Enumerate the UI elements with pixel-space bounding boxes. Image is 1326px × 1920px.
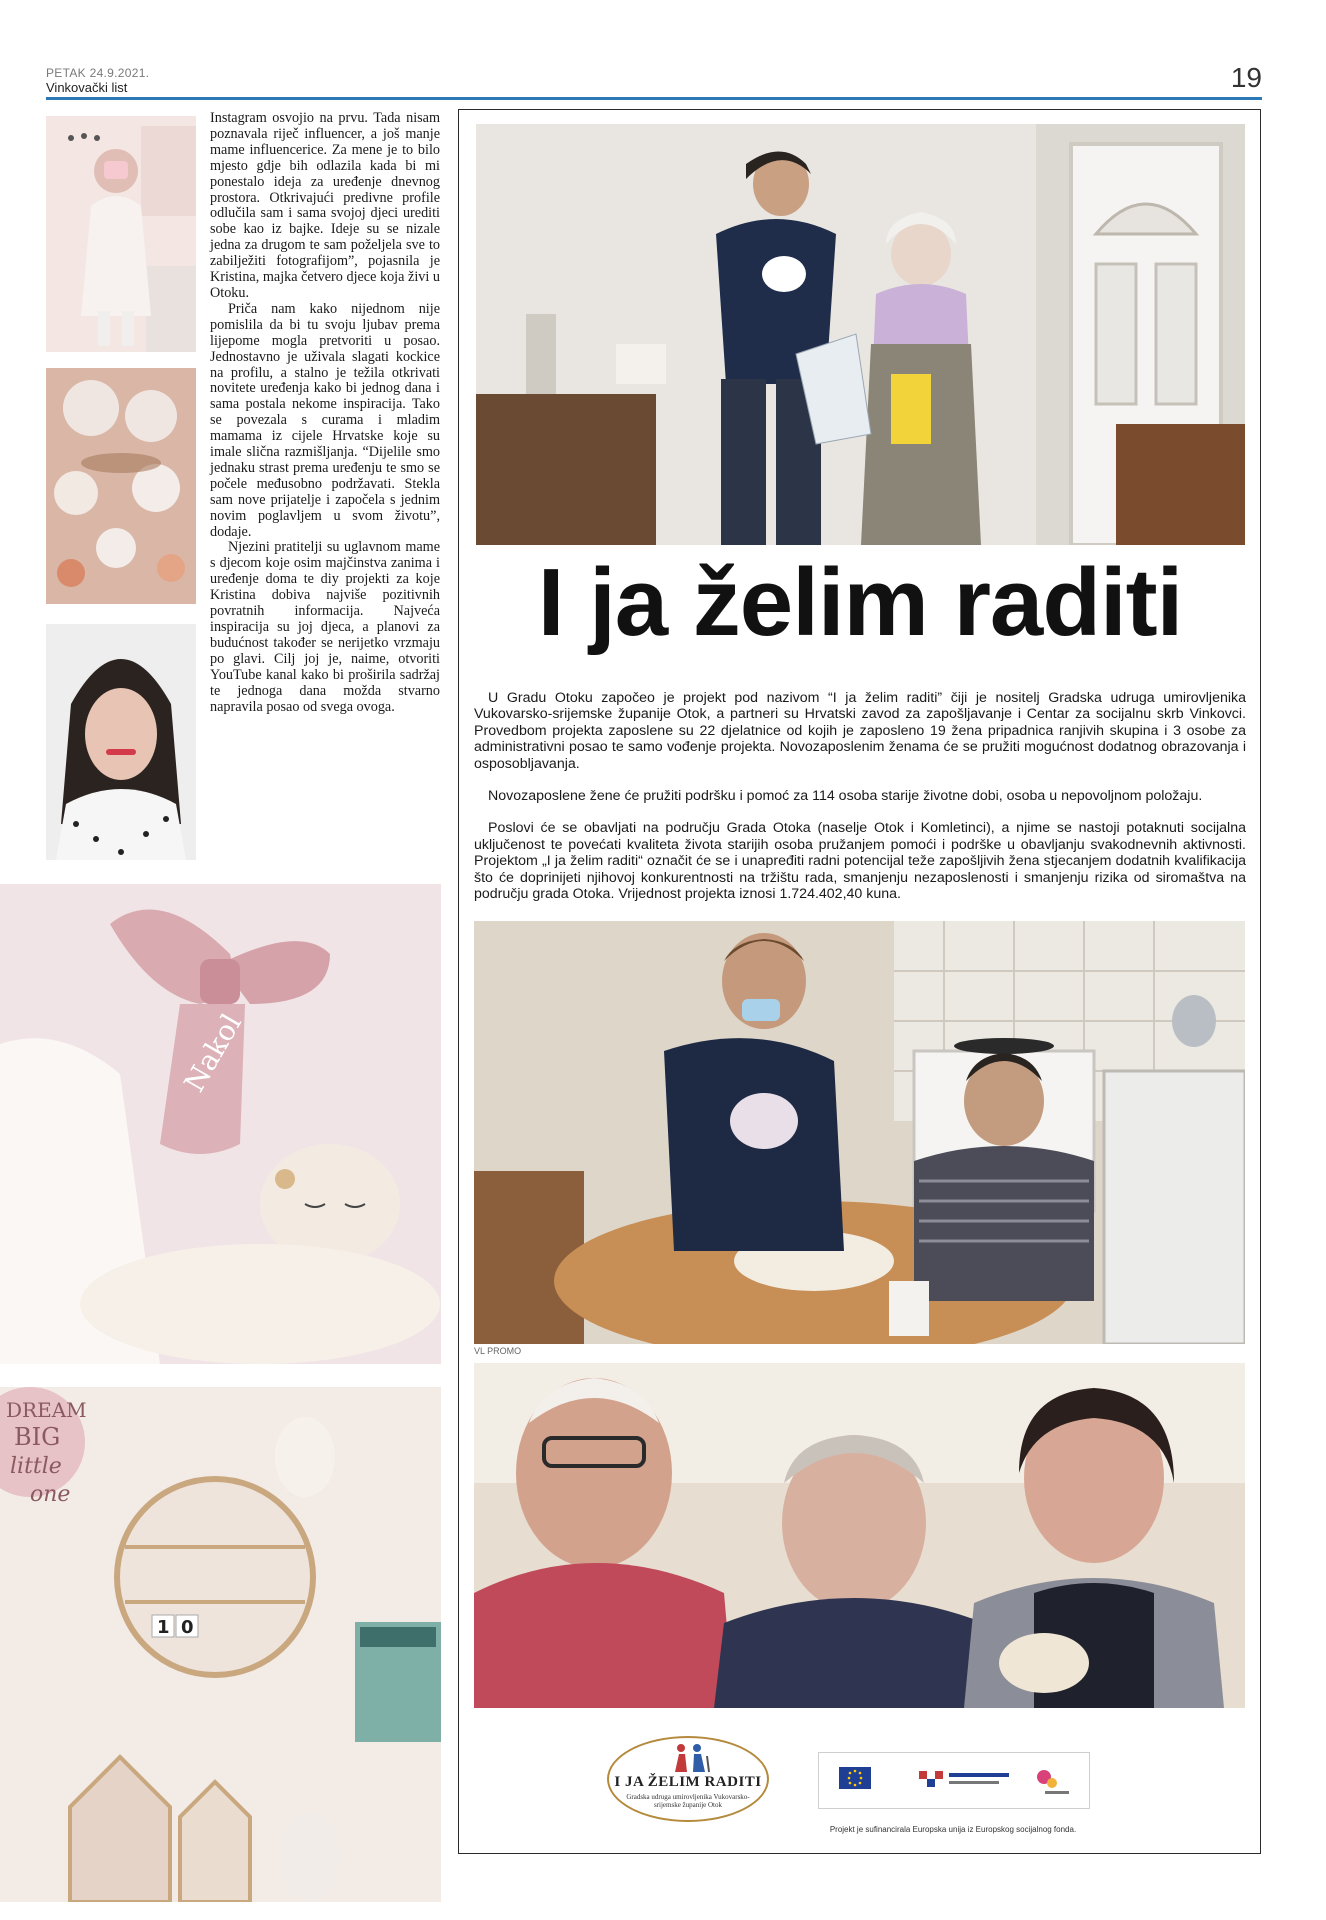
left-paragraph: Priča nam kako nijednom nije pomislila da bi tu svoju ljubav prema lijepome mogla pretvoriti u posao. Jednostavno je uživala slagati kockice na profilu, a stalno je težila otkrivati novitete uređenja kako bi jednog dana i sama postala nekome inspiracija. Tako se povezala s curama i mladim mamama iz cijele Hrvatske koje su imale slična razmišljanja. “Dijelile smo jednaku strast prema uređenju te smo se počele međusobno podržavati. Stekla sam nove prijatelje i započela s jednim novim poglavljem u svom životu”, dodaje. — [210, 300, 440, 540]
article-paragraph: Novozaposlene žene će pružiti podršku i pomoć za 114 osoba starije životne dobi, osoba u nepovoljnom položaju. — [488, 788, 1203, 805]
banner-word: BIG — [14, 1423, 61, 1451]
left-paragraph: Instagram osvojio na prvu. Tada nisam poznavala riječ influencer, a još manje mame influencerice. Za mene je to bilo mjesto gdje bih odlazila kada bi mi ponestalo ideja za uređenje dnevnog prostora. Otkrivajući predivne profile odlučila sam i sama svojoj djeci urediti sobe kao iz bajke. Ideje su se nizale jedna za drugom te sam poželjela sve to zabilježiti fotografijom”, pojasnila je Kristina, majka četvero djece koja živi u Otoku. — [210, 110, 440, 301]
photo-kneading-dough — [474, 921, 1245, 1344]
page-number: 19 — [1230, 62, 1262, 93]
left-column-text — [210, 111, 440, 715]
issue-date: PETAK 24.9.2021. — [46, 66, 150, 80]
funding-note: Projekt je sufinancirala Europska unija iz Europskog socijalnog fonda. — [829, 1825, 1077, 1834]
number-block: 1 — [157, 1617, 170, 1638]
elderly-couple-icon — [669, 1742, 711, 1774]
article-headline: I ja želim raditi — [537, 549, 1183, 656]
banner-word: one — [30, 1482, 71, 1507]
photo-pink-bow-and-toy — [0, 884, 441, 1364]
left-paragraph: Njezini pratitelji su uglavnom mame s djecom koje osim majčinstva zanima i uređenje doma te diy projekti za koje Kristina dobiva najviše pozitivnih povratnih informacija. Najveća inspiracija su joj djeca, a planovi za budućnost također se nerijetko vrzmaju po glavi. Cilj joj je, naime, otvoriti YouTube kanal kako bi proširila sadržaj te jednoga dana možda stvarno napravila posao od svega ovoga. — [210, 539, 440, 715]
eu-funding-logos — [818, 1752, 1090, 1809]
article-paragraph: U Gradu Otoku započeo je projekt pod nazivom “I ja želim raditi” čiji je nositelj Gradska udruga umirovljenika Vukovarsko-srijemske županije Otok, a partneri su Hrvatski zavod za zapošljavanje i Centar za socijalnu skrb Vinkovci. Provedbom projekta zaposlene su 22 djelatnice od kojih je zaposleno 19 žena pripadnica ranjivih skupina i 3 osobe za administrativni posao te samo vođenje projekta. Novozaposlenim ženama će se pružiti mogućnost dodatnog obrazovanja i osposobljavanja. — [474, 690, 1246, 772]
photo-group-portrait — [474, 1363, 1245, 1708]
publication-name: Vinkovački list — [46, 80, 128, 95]
article-paragraph: Poslovi će se obavljati na području Grada Otoka (naselje Otok i Komletinci), a njime se nastoji potaknuti socijalna uključenost te povećati kvaliteta života starijih osoba pružanjem pomoći i podrške u obavljanju svakodnevnih aktivnosti. Projektom „I ja želim raditi“ označit će se i unapređiti radni potencijal teže zapošljivih žena stjecanjem dodatnih kvalifikacija što će doprinijeti njihovoj konkurentnosti na tržištu rada, smanjenju nezaposlenosti i smanjenju rizika od siromaštva na području grada Otoka. Vrijednost projekta iznosi 1.724.402,40 kuna. — [474, 820, 1246, 903]
photo-credit: VL PROMO — [474, 1346, 522, 1356]
header-rule — [46, 97, 1262, 100]
article-body — [474, 690, 1246, 918]
photo-delivering-groceries — [476, 124, 1245, 545]
number-block: 0 — [181, 1617, 194, 1638]
banner-word: little — [10, 1454, 62, 1479]
photo-kristina-portrait — [46, 624, 196, 860]
project-logo — [607, 1736, 769, 1822]
bow-embroidery: Nakol — [177, 1008, 249, 1098]
photo-kids-room-shelf — [0, 1387, 441, 1902]
banner-word: DREAM — [6, 1398, 87, 1422]
logo-subtitle: Gradska udruga umirovljenika Vukovarsko-srijemske županije Otok — [626, 1793, 750, 1809]
photo-autumn-tray — [46, 368, 196, 604]
photo-girl-with-camera — [46, 116, 196, 352]
esi-funds-icon — [919, 1771, 927, 1779]
logo-title: I JA ŽELIM RADITI — [614, 1774, 762, 1790]
